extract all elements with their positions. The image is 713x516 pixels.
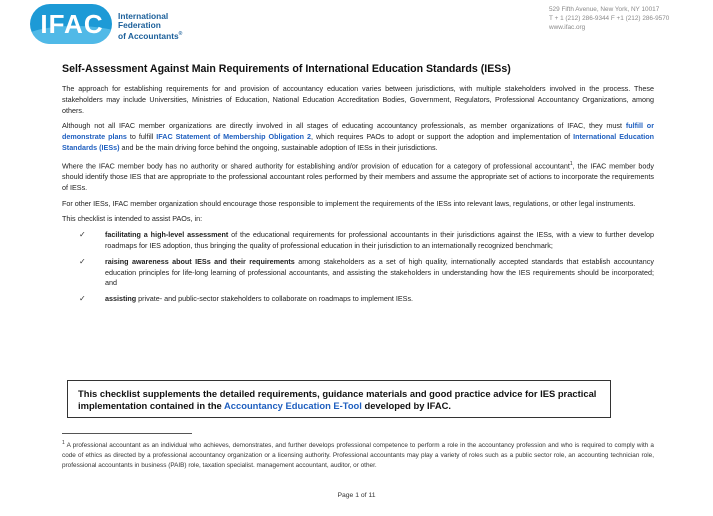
body-content [62,84,654,310]
list-item: ✓ facilitating a high-level assessment of the educational requirements for professional accountants in their jurisdictions against the IESs, with a view to further develop roadmaps for IES adoption, thus bringing the quality of professional education in their jurisdiction to an internationally recognized benchmark; [79,230,654,250]
footnote-divider [62,433,192,434]
list-item: ✓ raising awareness about IESs and their requirements among stakeholders as a set of high quality, internationally accepted standards that establish accountancy education principles for life-long learning of professional accountants, and assisting the stakeholders in understanding how the IES requirements should be incorporated; and [79,256,654,288]
document-title: Self-Assessment Against Main Requirements of International Education Standards (IESs) [62,63,511,75]
membership-paragraph: Although not all IFAC member organizations are directly involved in all stages of educating accountancy professionals, as member organizations of IFAC, they must fulfill or demonstrate plans to fulfill IFAC Statement of Membership Obligation 2, which requires PAOs to adopt or support the adoption and implementation of International Education Standards (IESs) and be the main driving force behind the ongoing, sustainable adoption of IESs in their jurisdictions. [62,121,654,152]
other-ies-paragraph: For other IESs, IFAC member organization should encourage those responsible to implement the requirements of the IESs into relevant laws, regulations, or other legal instruments. [62,198,636,208]
intro-paragraph: The approach for establishing requirements for and provision of accountancy education varies between jurisdictions, with multiple stakeholders involved in the process. These stakeholders may include Universities, Ministries of Education, National Education Accreditation Bodies, Government, Regulators, Professional Accountancy Organizations, among others. [62,84,654,115]
checkmark-icon: ✓ [79,230,86,240]
footnote: $^1$ A professional accountant as an individual who achieves, demonstrates, and further develops professional competence to perform a role in the accountancy profession and who is required to comply with a code of ethics as directed by a professional accountancy organization or a licensing authority. Professional accountants may play a variety of roles such as a public sector role, an accounting technician role, professional accountants in business (PAIB) role, taxation specialist. management accountant, auditor, or other. [62,440,654,470]
page-number: Page 1 of 11 [337,492,376,499]
checkmark-icon: ✓ [79,256,86,266]
smo2-link[interactable]: IFAC Statement of Membership Obligation 2 [156,132,311,142]
phone-line: T + 1 (212) 286-9344 F +1 (212) 286-9570 [549,14,670,22]
ies-link[interactable]: International Education Standards (IESs) [62,132,654,152]
e-tool-callout: This checklist supplements the detailed requirements, guidance materials and good practice advice for IES practical implementation contained in the Accountancy Education E-Tool developed by IFAC. [67,380,611,418]
organization-name: International Federation of Accountants® [118,11,183,41]
logo-wordmark: IFAC [40,9,104,39]
checkmark-icon: ✓ [79,294,86,304]
address-line: 529 Fifth Avenue, New York, NY 10017 [549,6,660,13]
purpose-list [62,230,654,305]
authority-paragraph: Where the IFAC member body has no authority or shared authority for establishing and/or provision of education for a category of professional accountant$^1$, the IFAC member body should identify those IES that are appropriate to the professional accountant roles performed by their members and assume the appropriate set of actions to incorporate the requirements of IESs. [62,160,654,192]
footnote-ref[interactable]: 1 [569,160,573,167]
list-item: ✓ assisting private- and public-sector stakeholders to collaborate on roadmaps to implement IESs. [79,294,414,304]
e-tool-link[interactable]: Accountancy Education E-Tool [224,400,362,411]
checklist-intro: This checklist is intended to assist PAOs, in: [62,214,203,224]
logo-oval-icon [30,4,112,44]
website-link[interactable]: www.ifac.org [549,23,586,31]
ifac-logo [30,4,230,44]
fulfill-link[interactable]: fulfill or demonstrate plans [62,121,654,142]
address-block [549,6,689,32]
